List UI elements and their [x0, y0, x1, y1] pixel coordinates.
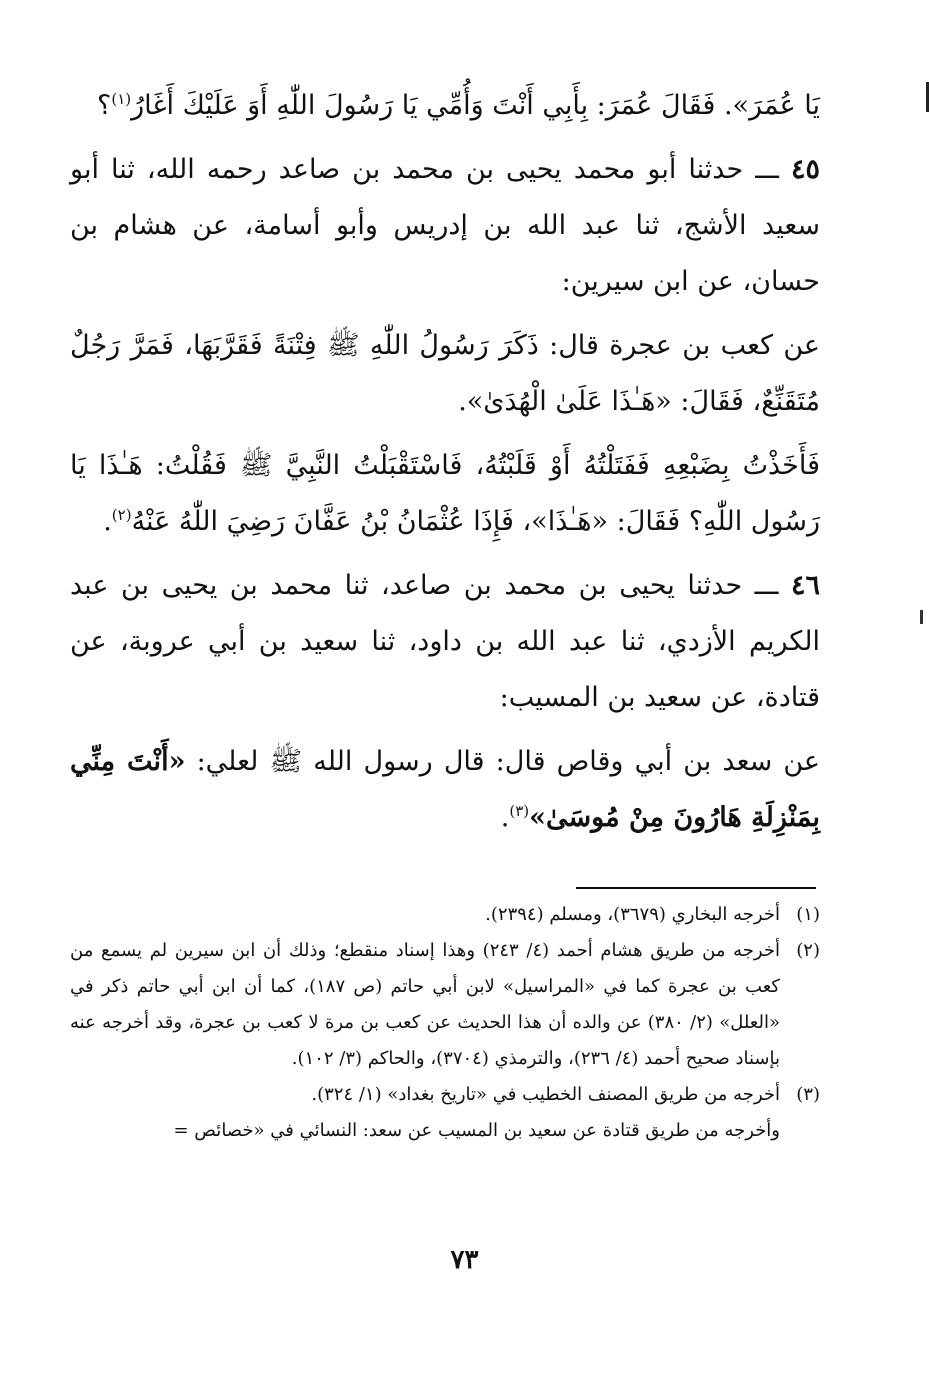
hadith-45-text: عن كعب بن عجرة قال: ذَكَرَ رَسُولُ اللّٰهِ ﷺ فِتْنَةً فَقَرَّبَهَا، فَمَرَّ رَجُلٌ مُتَقَنِّعٌ، فَقَالَ: «هَـٰذَا عَلَىٰ الْهُدَىٰ». — [70, 330, 820, 417]
footnote-ref[interactable]: (٢) — [111, 506, 132, 524]
prophetic-quote: «أَنْتَ مِنِّي بِمَنْزِلَةِ هَارُونَ مِنْ مُوسَىٰ» — [70, 746, 820, 833]
footnote-text: أخرجه البخاري (٣٦٧٩)، ومسلم (٢٣٩٤). — [485, 904, 780, 925]
footnotes — [70, 897, 820, 1149]
footnote-mark: (٢) — [796, 940, 820, 961]
hadith-number: ٤٥ — [790, 154, 820, 185]
hadith-46-text: عن سعد بن أبي وقاص قال: قال رسول الله ﷺ لعلي: «أَنْتَ مِنِّي بِمَنْزِلَةِ هَارُونَ مِنْ مُوسَىٰ»$^{(٣)}$. — [70, 746, 820, 833]
main-text — [70, 78, 820, 846]
footnote-separator — [576, 887, 816, 889]
hadith-number: ٤٦ — [790, 570, 820, 601]
page-number: ٧٣ — [450, 1245, 479, 1275]
footnote-continuation: وأخرجه من طريق قتادة عن سعيد بن المسيب عن سعد: النسائي في «خصائص = — [173, 1120, 780, 1141]
footnote-mark: (١) — [796, 904, 820, 925]
footnote-ref[interactable]: (١) — [111, 90, 132, 108]
footnote-ref[interactable]: (٣) — [509, 802, 530, 820]
footnote-text: أخرجه من طريق المصنف الخطيب في «تاريخ بغداد» (١/ ٣٢٤). — [311, 1084, 780, 1105]
footnote-2 — [70, 933, 820, 1077]
footnote-mark: (٣) — [796, 1084, 820, 1105]
hadith-45-text-2: فَأَخَذْتُ بِضَبْعِهِ فَفَتَلْتُهُ أَوْ قَلَبْتُهُ، فَاسْتَقْبَلْتُ النَّبِيَّ ﷺ فَقُلْتُ: هَـٰذَا يَا رَسُول اللّٰهِ؟ فَقَالَ: «هَـٰذَا»، فَإِذَا عُثْمَانُ بْنُ عَفَّانَ رَضِيَ اللّٰهُ عَنْهُ$^{(٢)}$. — [70, 450, 820, 537]
footnote-1 — [70, 897, 820, 933]
hadith-46-isnad: ٤٦ ـــ حدثنا يحيى بن محمد بن صاعد، ثنا محمد بن يحيى بن عبد الكريم الأزدي، ثنا عبد الله بن داود، ثنا سعيد بن أبي عروبة، عن قتادة، عن سعيد بن المسيب: — [70, 570, 820, 713]
margin-mark — [920, 610, 923, 624]
footnote-text: أخرجه من طريق هشام أحمد (٤/ ٢٤٣) وهذا إسناد منقطع؛ وذلك أن ابن سيرين لم يسمع من كعب بن عجرة كما في «المراسيل» لابن أبي حاتم (ص ١٨٧)، كما أن ابن أبي حاتم ذكر في «العلل» (٢/ ٣٨٠) عن والده أن هذا الحديث عن كعب بن مرة لا كعب بن عجرة، وقد أخرجه عنه بإسناد صحيح أحمد (٤/ ٢٣٦)، والترمذي (٣٧٠٤)، والحاكم (٣/ ١٠٢). — [70, 940, 780, 1069]
paragraph-continuation: يَا عُمَرَ». فَقَالَ عُمَرَ: بِأَبِي أَنْتَ وَأُمِّي يَا رَسُولَ اللّٰهِ أَوَ عَلَيْكَ أَغَارُ$^{(١)}$؟ — [97, 90, 820, 121]
footnote-3 — [70, 1077, 820, 1113]
hadith-45-isnad: ٤٥ ـــ حدثنا أبو محمد يحيى بن محمد بن صاعد رحمه الله، ثنا أبو سعيد الأشج، ثنا عبد الله بن إدريس وأبو أسامة، عن هشام بن حسان، عن ابن سيرين: — [70, 154, 820, 297]
